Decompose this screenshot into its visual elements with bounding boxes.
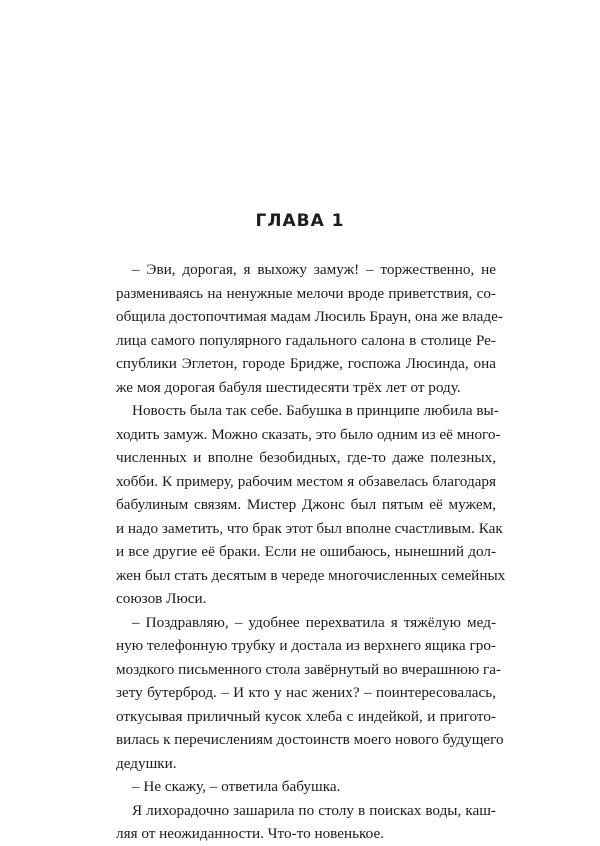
text-line: – Не скажу, – ответила бабушка. [132, 778, 341, 795]
text-line: – Поздравляю, – удобнее перехватила я тяжёлую мед- [132, 613, 496, 631]
text-line: – Эви, дорогая, я выхожу замуж! – торжественно, не [132, 261, 496, 278]
text-line: численных и вполне безобидных, где-то даже полезных, [116, 449, 496, 466]
text-line: дедушки. [116, 754, 177, 772]
text-line: союзов Люси. [116, 590, 207, 607]
text-line: откусывая приличный кусок хлеба с индейкой, и пригото- [116, 707, 496, 725]
paragraph [116, 775, 496, 799]
text-line: лица самого популярного гадального салона в столице Ре- [116, 331, 496, 349]
paragraph [116, 611, 504, 776]
chapter-text [116, 258, 506, 846]
text-line: и надо заметить, что брак этот был вполне счастливым. Как [116, 519, 503, 537]
text-line: ходить замуж. Можно сказать, это было одним из её много- [116, 425, 501, 443]
text-line: общила достопочтимая мадам Люсиль Браун, она же владе- [116, 308, 503, 325]
text-line: ляя от неожиданности. Что-то новенькое. [116, 825, 384, 842]
text-line: жен был стать десятым в череде многочисленных семейных [116, 566, 506, 584]
text-line: же моя дорогая бабуля шестидесяти трёх лет от роду. [116, 378, 461, 396]
paragraph [116, 799, 496, 846]
paragraph [116, 258, 503, 399]
text-line: зету бутерброд. – И кто у нас жених? – поинтересовалась, [116, 684, 496, 701]
paragraph [116, 399, 506, 611]
text-line: Новость была так себе. Бабушка в принципе любила вы- [132, 402, 499, 419]
text-line: бабулиным связям. Мистер Джонс был пятым её мужем, [116, 496, 496, 513]
text-line: моздкого письменного стола завёрнутый во вчерашнюю га- [116, 660, 501, 678]
text-line: вилась к перечислениям достоинств моего нового будущего [116, 731, 504, 748]
text-line: Я лихорадочно зашарила по столу в поисках воды, каш- [132, 801, 496, 819]
text-line: размениваясь на ненужные мелочи вроде приветствия, со- [116, 284, 496, 302]
text-line: спублики Эглетон, городе Бридже, госпожа Люсинда, она [116, 355, 496, 372]
chapter-title: ГЛАВА 1 [255, 211, 345, 231]
text-line: хобби. К примеру, рабочим местом я обзавелась благодаря [116, 472, 496, 490]
text-line: ную телефонную трубку и достала из верхнего ящика гро- [116, 637, 496, 654]
text-line: и все другие её браки. Если не ошибаюсь, нынешний дол- [116, 543, 496, 560]
